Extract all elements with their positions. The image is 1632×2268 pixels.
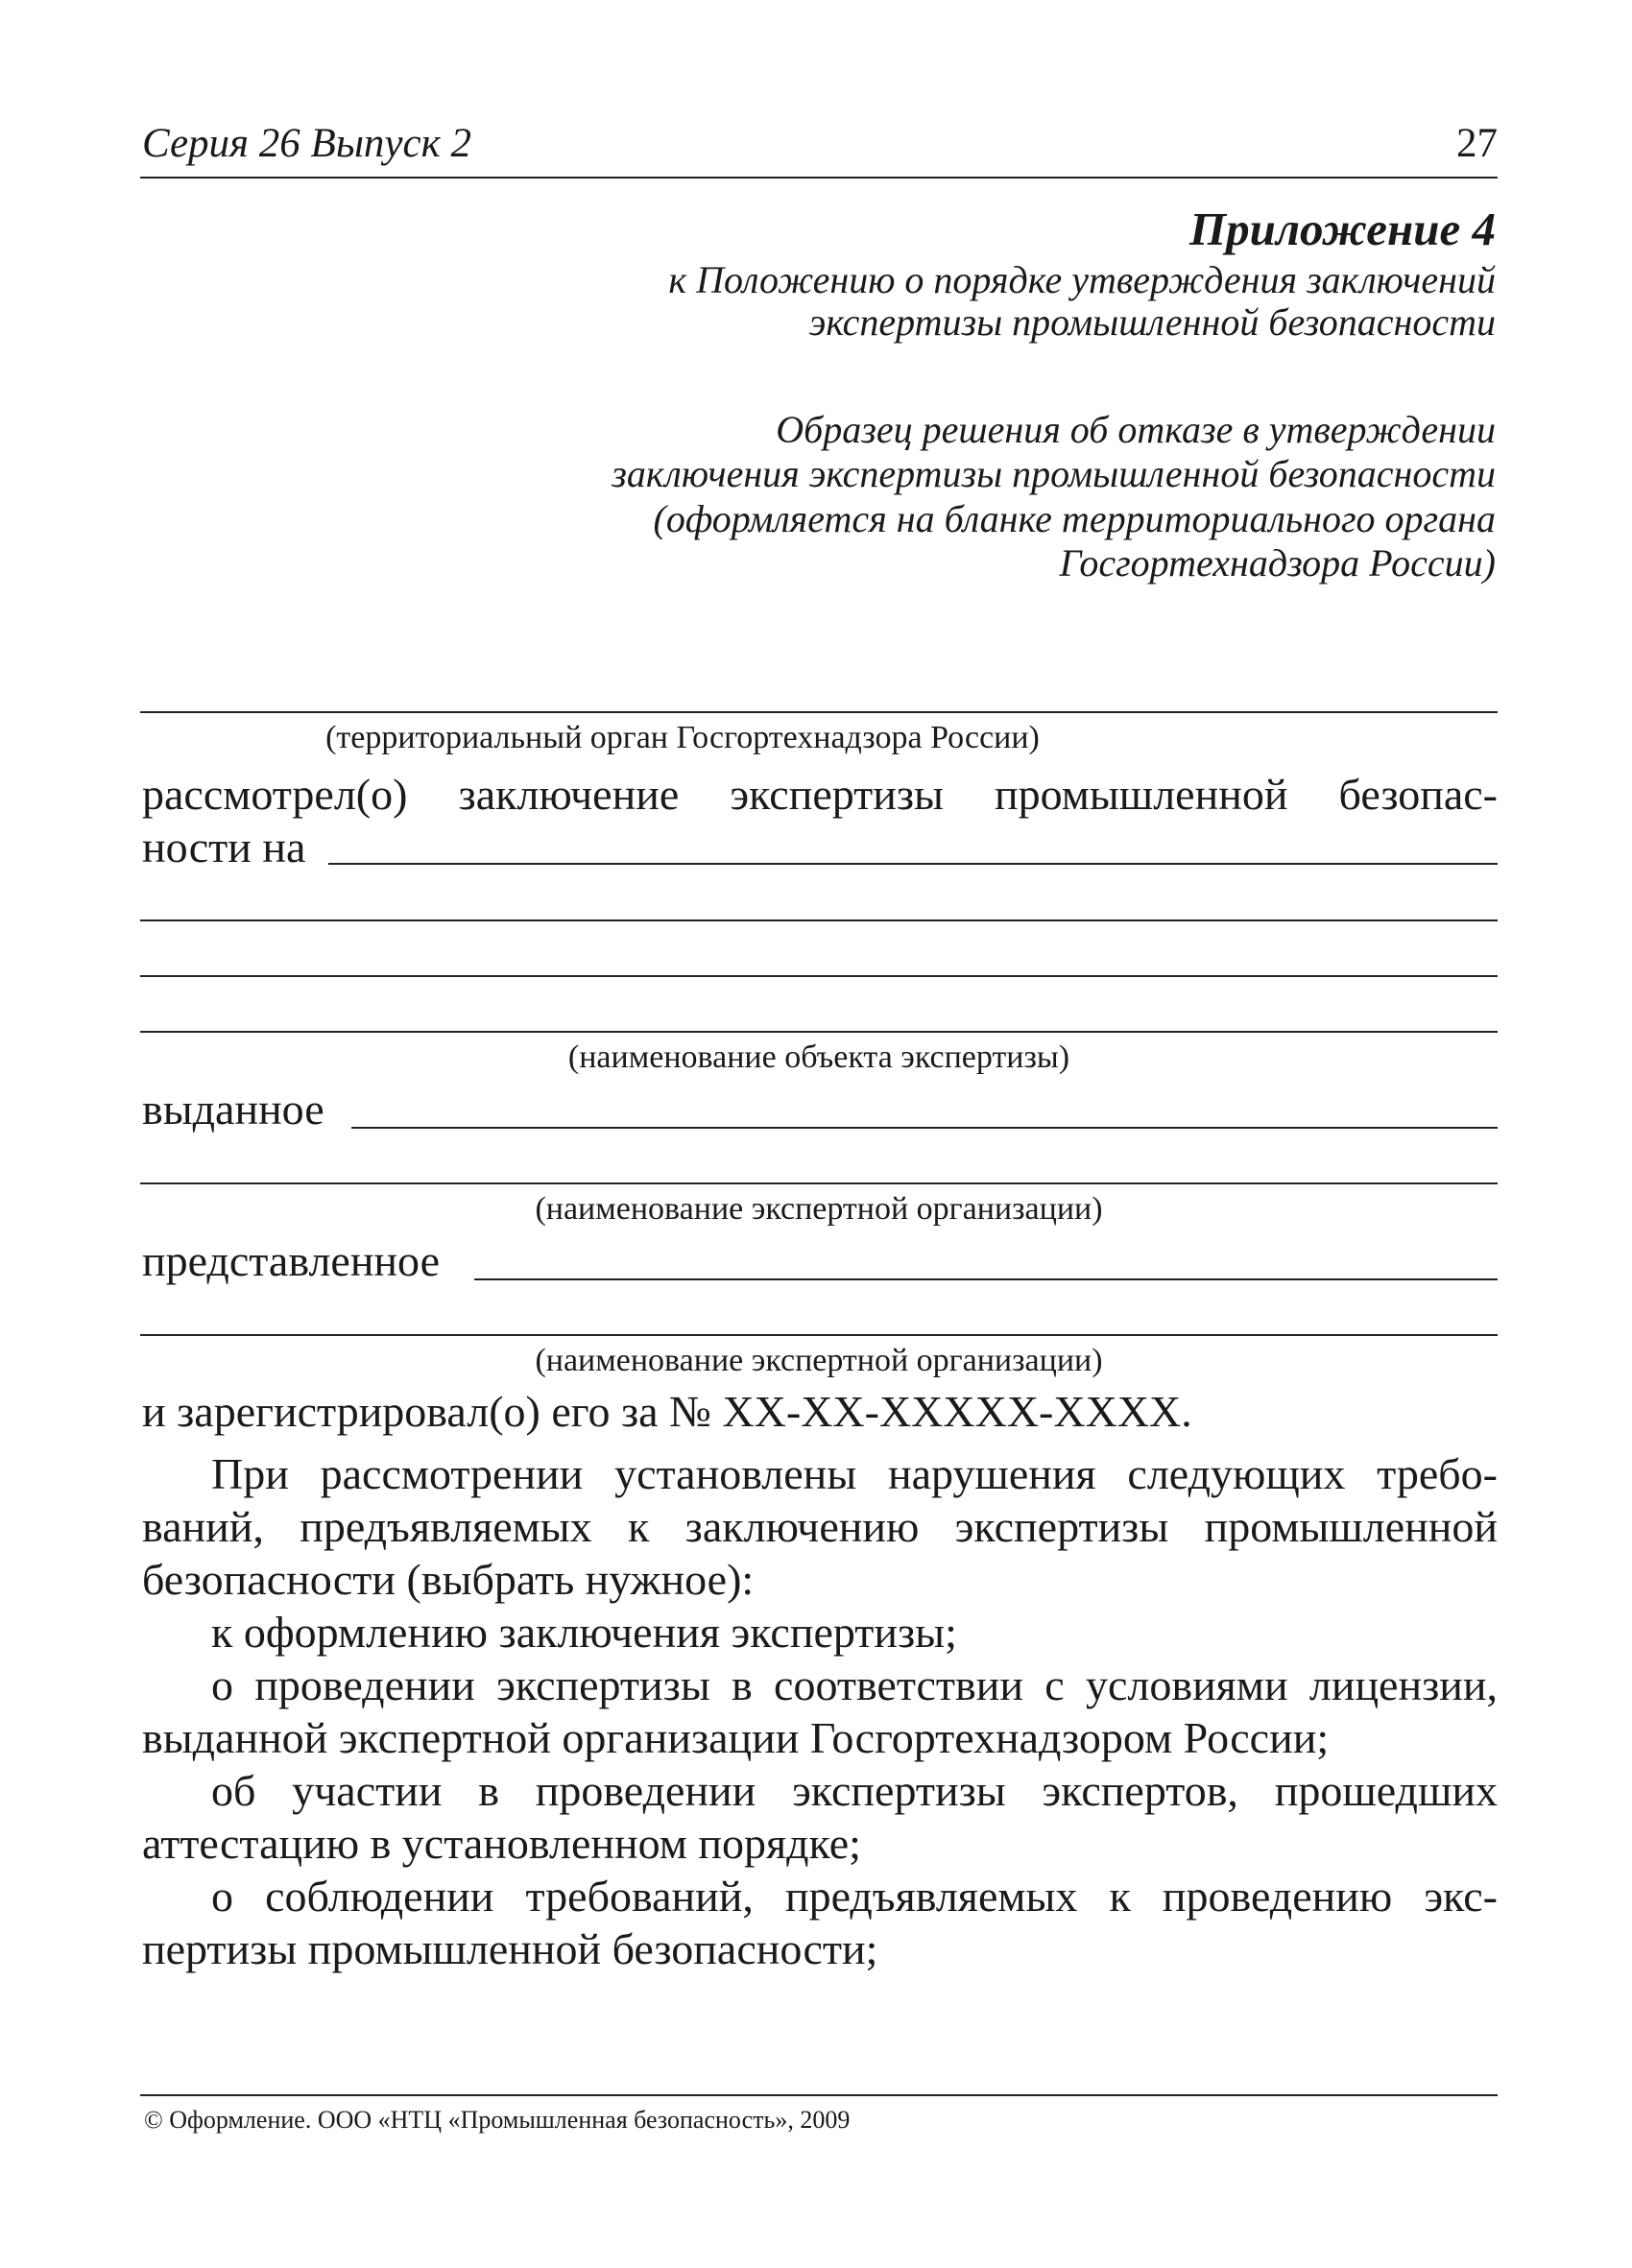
- issued-field-line-1[interactable]: [351, 1127, 1498, 1129]
- submitted-org-caption: (наименование экспертной организации): [535, 1343, 1103, 1378]
- appendix-subtitle-line: к Положению о порядке утверждения заключений: [668, 258, 1496, 301]
- territorial-organ-field[interactable]: [140, 711, 1498, 713]
- violations-paragraph: [142, 1447, 1498, 1975]
- appendix-subtitle-line: экспертизы промышленной безопасности: [808, 300, 1496, 344]
- copyright-notice: © Оформление. ООО «НТЦ «Промышленная безопасность», 2009: [144, 2106, 851, 2134]
- object-field-line-1[interactable]: [328, 863, 1498, 865]
- sample-line: заключения экспертизы промышленной безопасности: [612, 452, 1496, 496]
- object-field-line-4[interactable]: [140, 1031, 1498, 1033]
- option-license-line: о проведении экспертизы в соответствии с условиями лицензии,: [211, 1660, 1498, 1709]
- issued-field-line-2[interactable]: [140, 1182, 1498, 1184]
- registration-statement: и зарегистрировал(о) его за № XX-XX-XXXXX-XXXX.: [142, 1387, 1192, 1436]
- appendix-title: Приложение 4: [1188, 203, 1496, 255]
- submitted-label: представленное: [142, 1236, 441, 1285]
- territorial-organ-caption: (территориальный орган Госгортехнадзора России): [325, 720, 1040, 755]
- reviewed-line: рассмотрел(о) заключение экспертизы промышленной безопас-: [142, 770, 1498, 819]
- paragraph-line: безопасности (выбрать нужное):: [142, 1555, 755, 1604]
- sample-description: [440, 408, 1496, 586]
- series-label: Серия 26 Выпуск 2: [142, 121, 471, 166]
- issued-label: выданное: [142, 1085, 324, 1134]
- object-field-line-3[interactable]: [140, 975, 1498, 977]
- option-experts-line: аттестацию в установленном порядке;: [142, 1819, 861, 1868]
- appendix-subtitle: [440, 259, 1496, 344]
- sample-line: (оформляется на бланке территориального органа: [653, 496, 1496, 540]
- sample-line: Госгортехнадзора России): [1059, 541, 1496, 585]
- paragraph-line: ваний, предъявляемых к заключению экспертизы промышленной: [142, 1502, 1498, 1551]
- issued-org-caption: (наименование экспертной организации): [535, 1191, 1103, 1227]
- option-requirements-line: о соблюдении требований, предъявляемых к проведению экс-: [211, 1872, 1498, 1921]
- option-requirements-line: пертизы промышленной безопасности;: [142, 1924, 878, 1973]
- reviewed-continuation: ности на: [142, 823, 306, 871]
- option-license-line: выданной экспертной организации Госгортехнадзором России;: [142, 1713, 1330, 1762]
- object-caption: (наименование объекта экспертизы): [567, 1039, 1070, 1075]
- paragraph-line: При рассмотрении установлены нарушения следующих требо-: [211, 1449, 1498, 1498]
- option-experts-line: об участии в проведении экспертизы экспертов, прошедших: [211, 1766, 1498, 1815]
- header-rule: [140, 177, 1498, 179]
- sample-line: Образец решения об отказе в утверждении: [776, 408, 1496, 451]
- reviewed-statement: [142, 768, 1498, 821]
- option-formatting: к оформлению заключения экспертизы;: [211, 1608, 957, 1657]
- submitted-field-line-2[interactable]: [140, 1334, 1498, 1336]
- footer-rule: [140, 2094, 1498, 2096]
- object-field-line-2[interactable]: [140, 919, 1498, 921]
- submitted-field-line-1[interactable]: [474, 1278, 1498, 1280]
- page-number: 27: [1456, 121, 1498, 166]
